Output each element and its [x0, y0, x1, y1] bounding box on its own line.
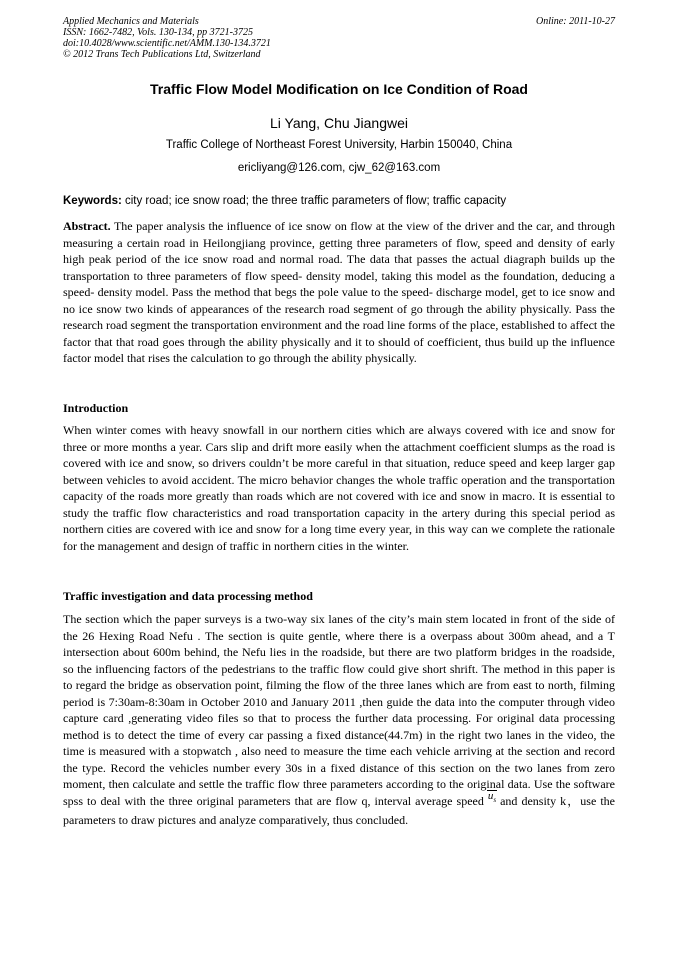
paper-affiliation: Traffic College of Northeast Forest University, Harbin 150040, China: [165, 139, 513, 151]
introduction-paragraph: When winter comes with heavy snowfall in our northern cities which are always covered with ice and snow for three or more months a year. Cars slip and drift more easily when the attachment coefficient slumps as the road is covered with ice and snow, so drivers couldn’t be more careful in that situation, reduce speed and keep larger gap between vehicles to avoid accident. The micro behavior changes the whole traffic operation and the transportation capacity of the roads more greatly than roads which are not covered with ice and snow in macro. It is essential to study the traffic flow characteristics and road transportation capacity in the artery during this special period as northern cities are covered with ice and snow for a long time every year, in this way can we complete the rationale for the management and design of traffic in northern cities in the winter.: [63, 423, 615, 553]
traffic-text-before: The section which the paper surveys is a two-way six lanes of the city’s main stem located in front of the side of the 26 Hexing Road Nefu . The section is quite gentle, where there is a overpass about 300m ahead, and a T intersection about 600m behind, the Nefu lies in the roadside, but there are two platform bridges in the roadside, so the influencing factors of the pedestrians to the traffic flow could give short shrift. The method in this paper is to regard the bridge as observation point, filming the flow of the three lanes which are from east to north, filming period is 7:30am-8:30am in October 2010 and January 2011 ,then guide the data into the computer through video capture card ,generating video files so that to process the further data processing. For original data processing method is to detect the time of every car passing a fixed distance(44.7m) in the right two lanes in the video, the time is measured with a stopwatch , also need to measure the time each vehicle arriving at the section and record the type. Record the vehicles number every 30s in a fixed distance of this section on the two lanes from zero moment, then calculate and settle the traffic flow three parameters according to the original data. Use the software spss to deal with the three original parameters that are flow q, interval average speed: [63, 612, 615, 808]
traffic-text-after: and density k，use the parameters to draw pictures and analyze comparatively, thus concluded.: [63, 793, 615, 827]
average-speed-symbol: $u_s$: [487, 789, 497, 804]
paper-title: Traffic Flow Model Modification on Ice Condition of Road: [150, 81, 528, 97]
keywords-line: [63, 194, 615, 209]
issn-line: ISSN: 1662-7482, Vols. 130-134, pp 3721-3725: [63, 27, 253, 38]
doi-line: doi:10.4028/www.scientific.net/AMM.130-134.3721: [63, 38, 271, 49]
section-heading-introduction: Introduction: [63, 401, 129, 415]
copyright-line: © 2012 Trans Tech Publications Ltd, Switzerland: [63, 49, 261, 60]
section-heading-traffic-investigation: Traffic investigation and data processing method: [63, 589, 313, 603]
journal-name: Applied Mechanics and Materials: [63, 16, 199, 27]
author-emails: ericliyang@126.com, cjw_62@163.com: [237, 162, 441, 174]
traffic-investigation-paragraph: [63, 611, 615, 828]
abstract-paragraph: [63, 218, 615, 367]
abstract-text: The paper analysis the influence of ice snow on flow at the view of the driver and the car, and through measuring a certain road in Heilongjiang province, getting three parameters of flow, speed and density of early high peak period of the ice snow road and normal road. The data that passes the actual diagraph builds up the transportation to three parameters of flow speed- density model, taking this model as the foundation, deducing a speed- density model. Pass the method that begs the pole value to the speed- discharge model, get to ice snow and no ice snow two kinds of appearances of the research road segment of go through the ability physically. Pass the research road segment the transportation environment and the road line forms of the place, established to affect the factor that that road goes through the ability physically and it to should of coefficient, thus build up the influence factor model that rises the calculation to go through the ability physically.: [63, 219, 615, 365]
keywords-text: city road; ice snow road; the three traffic parameters of flow; traffic capacity: [121, 195, 507, 207]
journal-header: [63, 16, 383, 60]
keywords-label: Keywords:: [63, 195, 122, 207]
paper-authors: Li Yang, Chu Jiangwei: [269, 115, 409, 131]
online-date: Online: 2011-10-27: [536, 16, 615, 27]
abstract-label: Abstract.: [63, 219, 111, 233]
